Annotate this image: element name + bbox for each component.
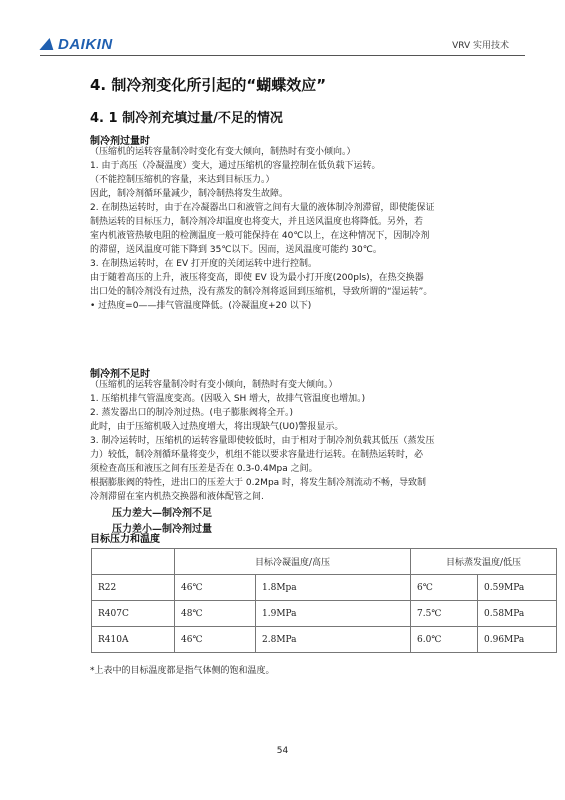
section-heading: 4. 1 制冷剂充填过量/不足的情况 bbox=[90, 111, 283, 126]
table-row bbox=[92, 627, 557, 653]
text-line: （不能控制压缩机的容量，来达到目标压力。） bbox=[90, 175, 275, 185]
overcharge-heading: 制冷剂过量时 bbox=[90, 136, 150, 147]
text-line: 室内机液管热敏电阻的检测温度一般可能保持在 40℃以上，在这种情况下，因制冷剂 bbox=[90, 231, 430, 241]
target-heading: 目标压力和温度 bbox=[90, 534, 160, 545]
text-line: 3. 制冷运转时，压缩机的运转容量即使较低时，由于相对于制冷剂负载其低压（蒸发压 bbox=[90, 436, 435, 446]
text-line: • 过热度=0——排气管温度降低。(冷凝温度+20 以下) bbox=[90, 301, 312, 311]
pressure-note-small: 压力差小—制冷剂过量 bbox=[112, 524, 212, 535]
undercharge-text bbox=[90, 378, 434, 504]
text-line: 3. 在制热运转时，在 EV 打开度的关闭运转中进行控制。 bbox=[90, 259, 318, 269]
table-cell: 1.9MPa bbox=[256, 601, 411, 627]
text-line: 的滞留，送风温度可能下降到 35℃以下。因而，送风温度可能约 30℃。 bbox=[90, 245, 382, 255]
text-line: 1. 由于高压（冷凝温度）变大，通过压缩机的容量控制在低负载下运转。 bbox=[90, 161, 381, 171]
text-line: 须检查高压和液压之间有压差是否在 0.3-0.4Mpa 之间。 bbox=[90, 464, 318, 474]
table-cell: 2.8MPa bbox=[256, 627, 411, 653]
undercharge-heading: 制冷剂不足时 bbox=[90, 369, 150, 380]
daikin-logo bbox=[41, 36, 113, 53]
text-line: 由于随着高压的上升，液压将变高，即使 EV 设为最小打开度(200pls)，在热交换器 bbox=[90, 273, 424, 283]
daikin-triangle-icon bbox=[39, 38, 56, 50]
text-line: 1. 压缩机排气管温度变高。(因吸入 SH 增大，故排气管温度也增加。) bbox=[90, 394, 366, 404]
text-line: 2. 在制热运转时，由于在冷凝器出口和液管之间有大量的液体制冷剂滞留，即使能保证 bbox=[90, 203, 435, 213]
table-cell: 0.59MPa bbox=[478, 575, 557, 601]
table-cell: 46℃ bbox=[175, 627, 256, 653]
text-line: 2. 蒸发器出口的制冷剂过热。(电子膨胀阀将全开。) bbox=[90, 408, 293, 418]
table-cell: 48℃ bbox=[175, 601, 256, 627]
text-line: 冷剂滞留在室内机热交换器和液体配管之间. bbox=[90, 492, 264, 502]
text-line: 此时，由于压缩机吸入过热度增大，将出现缺气(U0)警报显示。 bbox=[90, 422, 344, 432]
text-line: 制热运转的目标压力，制冷剂冷却温度也将变大，并且送风温度也将降低。另外，若 bbox=[90, 217, 424, 227]
table-cell: 0.96MPa bbox=[478, 627, 557, 653]
table-cell: R22 bbox=[92, 575, 175, 601]
text-line: 因此，制冷剂循环量减少，制冷制热将发生故障。 bbox=[90, 189, 289, 199]
text-line: 力）较低，制冷剂循环量将变少，机组不能以要求容量进行运转。在制热运转时，必 bbox=[90, 450, 424, 460]
header-divider bbox=[40, 55, 525, 56]
text-line: 根据膨胀阀的特性，进出口的压差大于 0.2Mpa 时，将发生制冷剂流动不畅，导致制 bbox=[90, 478, 427, 488]
text-line: 出口处的制冷剂没有过热，没有蒸发的制冷剂将返回到压缩机，导致所谓的“湿运转”。 bbox=[90, 287, 433, 297]
pressure-note-large: 压力差大—制冷剂不足 bbox=[112, 508, 212, 519]
table-header-row bbox=[92, 549, 557, 575]
table-footnote: *上表中的目标温度都是指气体侧的饱和温度。 bbox=[90, 666, 275, 676]
table-row bbox=[92, 575, 557, 601]
logo-text: DAIKIN bbox=[58, 36, 113, 53]
text-line: （压缩机的运转容量制冷时变化有变大倾向，制热时有变小倾向。） bbox=[90, 147, 356, 157]
table-cell: 6℃ bbox=[411, 575, 478, 601]
table-cell: 1.8Mpa bbox=[256, 575, 411, 601]
target-table bbox=[91, 548, 557, 653]
table-cell: R407C bbox=[92, 601, 175, 627]
table-header-cell: 目标蒸发温度/低压 bbox=[411, 549, 557, 575]
table-cell: R410A bbox=[92, 627, 175, 653]
table-cell: 0.58MPa bbox=[478, 601, 557, 627]
page-number: 54 bbox=[276, 746, 289, 756]
page-title: 4. 制冷剂变化所引起的“蝴蝶效应” bbox=[90, 76, 327, 94]
overcharge-text bbox=[90, 145, 434, 313]
table-cell: 6.0℃ bbox=[411, 627, 478, 653]
table-header-cell: 目标冷凝温度/高压 bbox=[175, 549, 411, 575]
table-cell: 46℃ bbox=[175, 575, 256, 601]
text-line: （压缩机的运转容量制冷时有变小倾向，制热时有变大倾向。） bbox=[90, 380, 338, 390]
table-header-cell bbox=[92, 549, 175, 575]
table-cell: 7.5℃ bbox=[411, 601, 478, 627]
header-right-text: VRV 实用技术 bbox=[452, 41, 509, 51]
table-row bbox=[92, 601, 557, 627]
